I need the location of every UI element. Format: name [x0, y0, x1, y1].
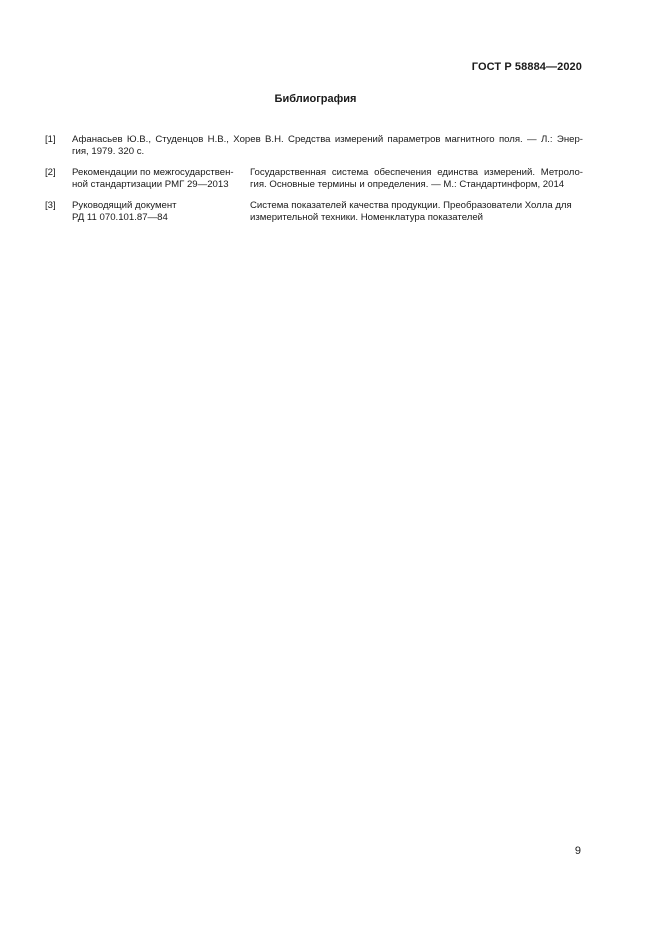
entry-number: [3]: [45, 200, 56, 211]
entry-source-line: РД 11 070.101.87—84: [72, 212, 168, 223]
entry-source: [72, 167, 247, 191]
entry-description-line: Государственная система обеспечения единства измерений. Метроло-: [250, 167, 583, 178]
entry-description: [250, 167, 583, 191]
entry-text: [72, 134, 583, 158]
entry-source-line: Рекомендации по межгосударствен-: [72, 167, 234, 178]
bibliography-entry-1: [45, 134, 583, 158]
document-code: ГОСТ Р 58884—2020: [471, 61, 582, 73]
section-title: Библиография: [274, 93, 357, 105]
entry-description-line: гия. Основные термины и определения. — М.: Стандартинформ, 2014: [250, 179, 565, 190]
entry-description-line: измерительной техники. Номенклатура показателей: [250, 212, 484, 223]
bibliography-entry-3: [45, 200, 583, 224]
bibliography-entry-2: [45, 167, 583, 191]
entry-description-line: Система показателей качества продукции. Преобразователи Холла для: [250, 200, 572, 211]
entry-text-line: гия, 1979. 320 с.: [72, 146, 145, 157]
entry-number: [2]: [45, 167, 56, 178]
entry-source: [72, 200, 247, 224]
entry-number: [1]: [45, 134, 56, 145]
entry-text-line: Афанасьев Ю.В., Студенцов Н.В., Хорев В.Н. Средства измерений параметров магнитного поля. — Л.: Энер-: [72, 134, 583, 145]
page-number: 9: [574, 845, 581, 857]
entry-description: [250, 200, 583, 224]
entry-source-line: Руководящий документ: [72, 200, 177, 211]
bibliography-list: [45, 134, 583, 233]
entry-source-line: ной стандартизации РМГ 29—2013: [72, 179, 229, 190]
